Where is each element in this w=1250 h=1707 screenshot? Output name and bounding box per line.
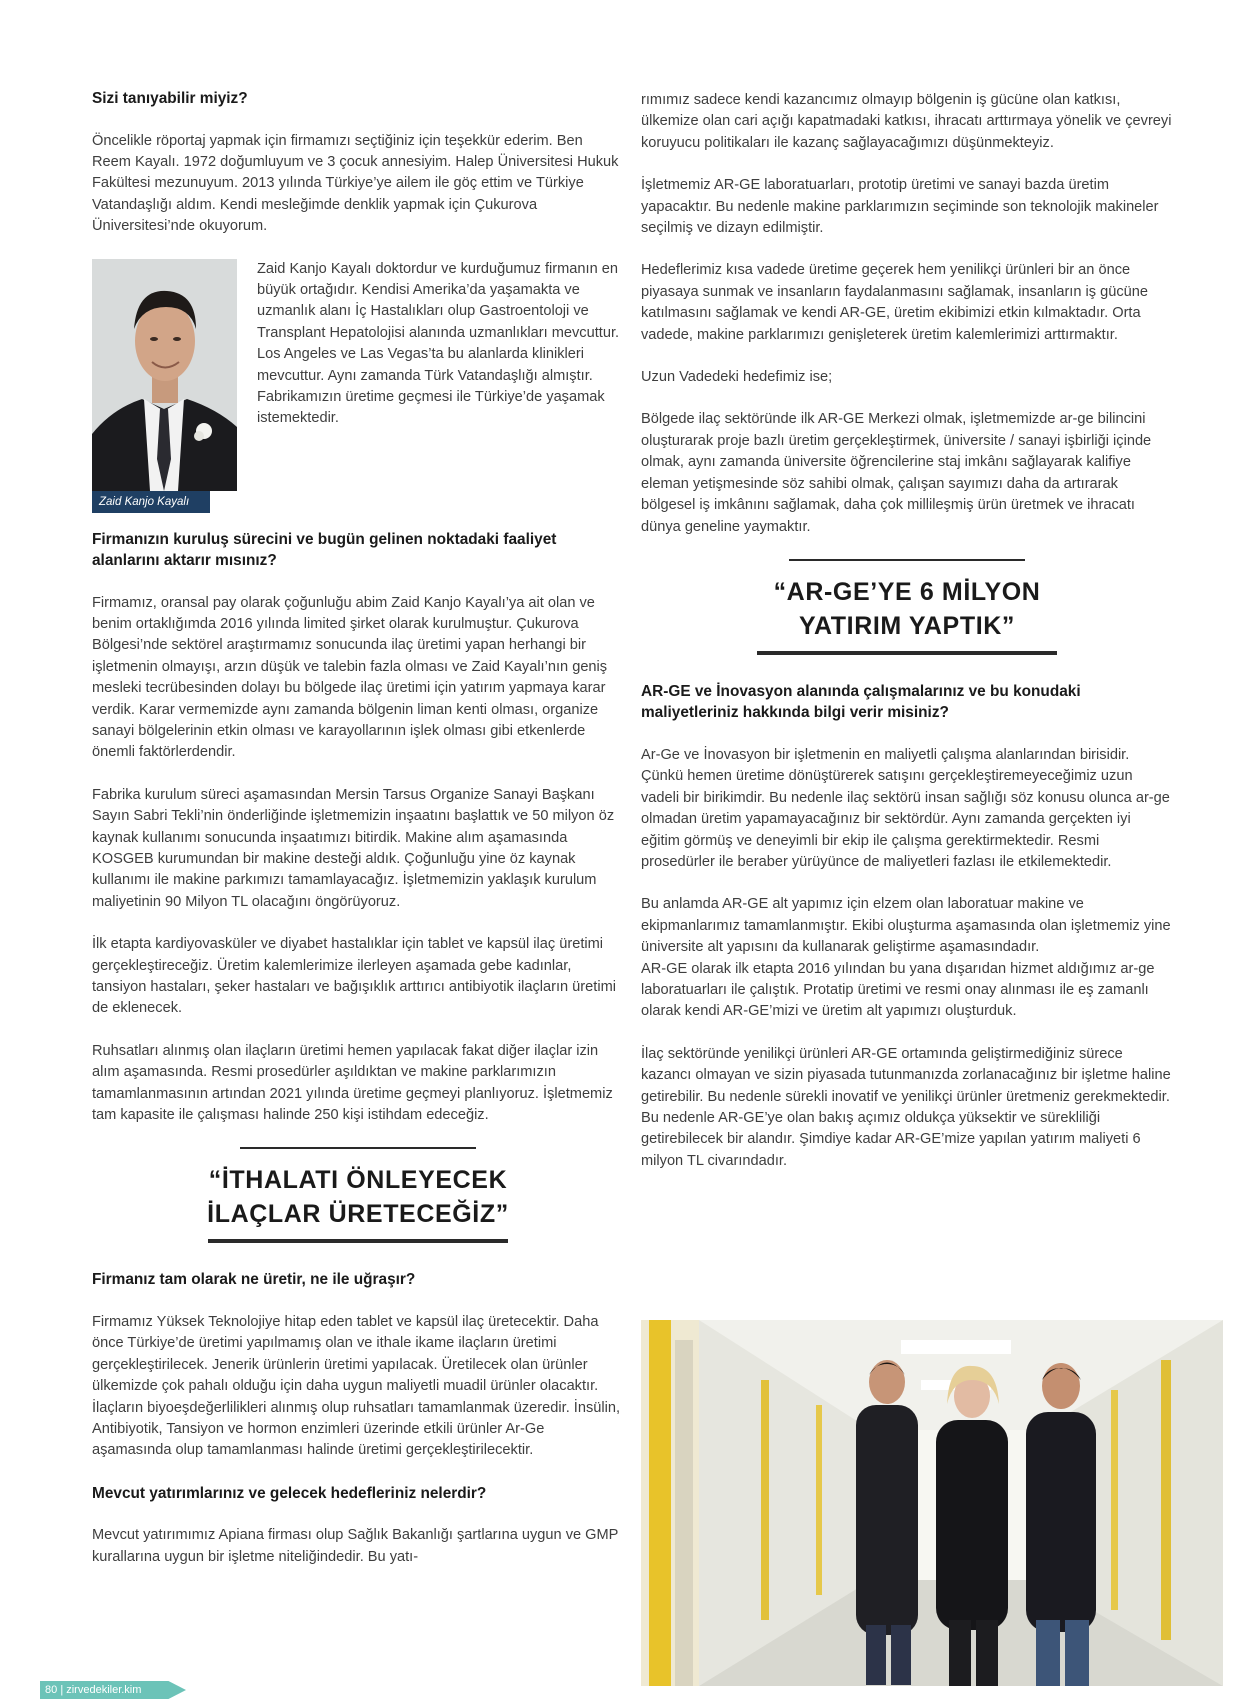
paragraph: Firmamız Yüksek Teknolojiye hitap eden tablet ve kapsül ilaç üretecektir. Daha önce Türkiye’de üretimi yapılmamış olan ve ithale ikame ilaçların üretimi gerçekleştirilecek. Jenerik ürünlerin üretimi yapılacak. Üretilecek olan ürünler ülkemizde çok pahalı olduğu için daha uygun maliyetli muadil ürünler olacaktır. İlaçların biyoeşdeğerlilikleri alınmış olup ruhsatları tamamlanmak üzeredir. İnsülin, Antibiyotik, Tansiyon ve hormon enzimleri üzerinde etkili ürünler Ar-Ge aşamasında olup tamamlanması halinde üretimi gerçekleştirilecektir. bbox=[92, 1313, 621, 1459]
question-heading: Sizi tanıyabilir miyiz? bbox=[92, 90, 248, 107]
headline-line: “AR-GE’YE 6 MİLYON bbox=[773, 577, 1041, 606]
paragraph: Mevcut yatırımımız Apiana firması olup Sağlık Bakanlığı şartlarına uygun ve GMP kurallarına uygun bir işletme niteliğindedir. Bu yatı- bbox=[92, 1527, 619, 1565]
paragraph: Firmamız, oransal pay olarak çoğunluğu abim Zaid Kanjo Kayalı’ya ait olan ve benim ortaklığımda 2016 yılında limited şirket olarak kurulmuştur. Çukurova Bölgesi’nde sektörel araştırmamız sonucunda ilaç üretimi yapan herhangi bir işletmenin olmayışı, arzın düşük ve talebin fazla olması ve Zaid Kayalı’nın geniş mesleki tecrübesinden dolayı bu bölgede ilaç üretimi için yatırım yapmaya karar verdik. Karar vermemizde aynı zamanda bölgenin liman kenti olması, organize sanayi bölgelerinin etkin olması ve karayollarının işlek olması gibi etkenlerde önemli faktörlerdendir. bbox=[92, 594, 608, 761]
pull-quote-headline bbox=[641, 559, 1173, 655]
group-photo bbox=[641, 1320, 1223, 1686]
paragraph: AR-GE olarak ilk etapta 2016 yılından bu yana dışarıdan hizmet aldığımız ar-ge laboratuarları ile çalıştık. Protatip üretimi ve resmi onay alınması ile eş zamanlı olarak kendi AR-GE’mizi ve üretim alt yapımızı oluşturduk. bbox=[641, 960, 1155, 1020]
question-heading: Firmanız tam olarak ne üretir, ne ile uğraşır? bbox=[92, 1271, 416, 1289]
question-heading: AR-GE ve İnovasyon alanında çalışmalarınız ve bu konudaki maliyetleriniz hakkında bilgi verir misiniz? bbox=[641, 682, 1081, 722]
portrait-text bbox=[257, 259, 624, 430]
headline-line: “İTHALATI ÖNLEYECEK bbox=[208, 1166, 508, 1195]
right-column bbox=[641, 90, 1173, 1193]
paragraph: Bu anlamda AR-GE alt yapımız için elzem olan laboratuar makine ve ekipmanlarımız tamamlanmıştır. Ekibi oluşturma aşamasında olan işletmemiz yine üniversite alt yapısını da kullanarak geliştirme aşamasındadır. bbox=[641, 896, 1171, 956]
headline-line: İLAÇLAR ÜRETECEĞİZ” bbox=[207, 1200, 509, 1229]
paragraph: Ar-Ge ve İnovasyon bir işletmenin en maliyetli çalışma alanlarından birisidir. Çünkü hemen üretime dönüştürerek satışını gerçekleştiremeyeceğimiz uzun vadeli bir birikimdir. Bu nedenle ilaç sektörü insan sağlığı söz konusu olunca ar-ge olmadan üretim yapamayacağınız bir sektördür. Aynı zamanda gerçekten iyi eğitim görmüş ve deneyimli bir ekip ile çalışma gerektirmektedir. Resmi prosedürler ile beraber yürüyünce de maliyetleri fazlası ile etkilemektedir. bbox=[641, 746, 1170, 870]
paragraph: İlaç sektöründe yenilikçi ürünleri AR-GE ortamında geliştirmediğiniz sürece kazancı olmayan ve sizin piyasada tutunmanızda zorlanacağınız bir işletme haline getirebilir. Bu nedenle sürekli inovatif ve yenilikçi ürünler üretmeniz gerekmektedir. Bu nedenle AR-GE’ye olan bakış açımız oldukça yüksektir ve sürekliliği getirebilecek bir alandır. Şimdiye kadar AR-GE’mize yapılan yatırım maliyeti 6 milyon TL civarındadır. bbox=[641, 1045, 1171, 1169]
paragraph: Ruhsatları alınmış olan ilaçların üretimi hemen yapılacak fakat diğer ilaçlar izin alım aşamasında. Resmi prosedürler aşıldıktan ve makine parklarımızın tamamlanmasının artından 2021 yılında üretime geçmeyi planlıyoruz. İşletmemiz tam kapasite ile çalışması halinde 250 kişi istihdam edeceğiz. bbox=[92, 1042, 613, 1124]
divider bbox=[208, 1239, 508, 1243]
left-column bbox=[92, 88, 624, 1589]
portrait-caption: Zaid Kanjo Kayalı bbox=[92, 491, 210, 513]
paragraph: rımımız sadece kendi kazancımız olmayıp bölgenin iş gücüne olan katkısı, ülkemize olan cari açığı kapatmadaki katkısı, ihracatı arttırmaya yönelik ve çevreyi koruyucu politikaları ile kazanç sağlayacağımızı düşünmekteyiz. bbox=[641, 92, 1172, 151]
pull-quote-headline bbox=[92, 1147, 624, 1243]
page-footer bbox=[40, 1681, 186, 1699]
headline-line: YATIRIM YAPTIK” bbox=[799, 611, 1015, 640]
portrait-photo bbox=[92, 259, 237, 491]
divider bbox=[757, 651, 1057, 655]
paragraph: İlk etapta kardiyovasküler ve diyabet hastalıklar için tablet ve kapsül ilaç üretimi gerçekleştireceğiz. Üretim kalemlerimize ilerleyen aşamada gebe kadınlar, tansiyon hastaları, şeker hastaları ve bağışıklık arttırıcı antibiyotik ilaçların üretimi de eklenecek. bbox=[92, 936, 616, 1017]
paragraph: Bölgede ilaç sektöründe ilk AR-GE Merkezi olmak, işletmemizde ar-ge bilincini oluşturarak proje bazlı üretim gerçekleştirmek, üniversite / sanayi işbirliği içinde olmak, aynı zamanda üniversite öğrencilerine staj imkânı sağlayarak kalifiye eleman yetişmesinde söz sahibi olmak, çalışan sayımızı daha da artırarak bölgesel iş imkânını sağlamak, daha çok millileşmiş ürün üretmek ve ihracatı dünya geneline yaymaktır. bbox=[641, 411, 1152, 535]
divider bbox=[789, 559, 1025, 561]
paragraph: Öncelikle röportaj yapmak için firmamızı seçtiğiniz için teşekkür ederim. Ben Reem Kayalı. 1972 doğumluyum ve 3 çocuk annesiyim. Halep Üniversitesi Hukuk Fakültesi mezunuyum. 2013 yılında Türkiye’ye ailem ile göç ettim ve Türkiye Vatandaşlığı aldım. Kendi mesleğimde denklik yapmak için Çukurova Üniversitesi’nde okuyorum. bbox=[92, 132, 619, 235]
paragraph: Hedeflerimiz kısa vadede üretime geçerek hem yenilikçi ürünleri bir an önce piyasaya sunmak ve insanların faydalanmasını sağlamak, insanların iş gücüne katılmasını sağlamak ve kendi AR-GE, üretim ekibimizi etkin kılmaktadır. Orta vadede, makine parklarımızı genişleterek üretim kalemlerimizi arttırmaktır. bbox=[641, 262, 1149, 343]
paragraph: Fabrika kurulum süreci aşamasından Mersin Tarsus Organize Sanayi Başkanı Sayın Sabri Tekli’nin önderliğinde işletmemizin inşaatını başlattık ve 50 milyon öz kaynak kullanımı sonucunda inşaatımızı bitirdik. Makine alım aşamasında KOSGEB kurumundan bir makine desteği aldık. Çoğunluğu yine öz kaynak kullanımı ile makine parkımızı tamamlayacağız. İşletmemizin yaklaşık kurulum maliyetinin 90 Milyon TL olacağını öngörüyoruz. bbox=[92, 786, 615, 910]
footer-text bbox=[45, 1681, 141, 1699]
paragraph: Uzun Vadedeki hedefimiz ise; bbox=[641, 369, 833, 386]
page-number: 80 bbox=[45, 1684, 58, 1696]
footer-site: zirvedekiler.kim bbox=[66, 1684, 142, 1696]
paragraph: Zaid Kanjo Kayalı doktordur ve kurduğumuz firmanın en büyük ortağıdır. Kendisi Amerika’da yaşamakta ve uzmanlık alanı İç Hastalıkları olup Gastroentoloji ve Transplant Hepatolojisi alanında uzmanlıkları mevcuttur. Los Angeles ve Las Vegas’ta bu alanlarda klinikleri mevcuttur. Aynı zamanda Türk Vatandaşlığı almıştır. Fabrikamızın üretime geçmesi ile Türkiye’de yaşamak istemektedir. bbox=[257, 260, 620, 427]
portrait-block bbox=[92, 259, 624, 509]
footer-separator: | bbox=[60, 1684, 64, 1696]
question-heading: Firmanızın kuruluş sürecini ve bugün gelinen noktadaki faaliyet alanlarını aktarır mısınız? bbox=[92, 530, 557, 570]
divider bbox=[240, 1147, 476, 1149]
paragraph: İşletmemiz AR-GE laboratuarları, prototip üretimi ve sanayi bazda üretim yapacaktır. Bu nedenle makine parklarımızın seçiminde son teknolojik makineler seçilmiş ve dizayn edilmiştir. bbox=[641, 177, 1159, 237]
question-heading: Mevcut yatırımlarınız ve gelecek hedefleriniz nelerdir? bbox=[92, 1484, 487, 1502]
